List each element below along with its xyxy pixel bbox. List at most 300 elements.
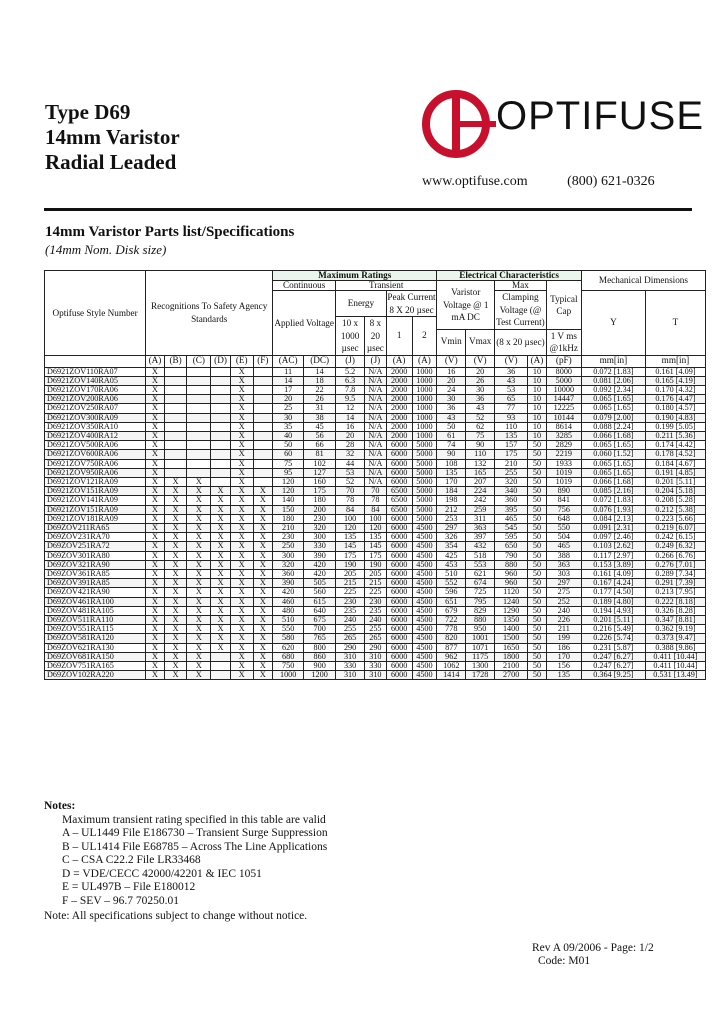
subgroup-transient: Transient — [336, 281, 437, 291]
table-cell: X — [146, 542, 165, 551]
table-cell: X — [164, 496, 187, 505]
table-cell: 160 — [304, 477, 336, 486]
col-varistor-voltage: Varistor Voltage @ 1 mA DC — [437, 281, 495, 329]
table-cell: 50 — [528, 625, 547, 634]
table-cell: 0.266 [6.76] — [645, 551, 705, 560]
table-cell: 504 — [546, 533, 581, 542]
table-cell: 363 — [546, 560, 581, 569]
table-cell: 0.167 [4.24] — [581, 579, 645, 588]
table-cell: X — [146, 652, 165, 661]
table-cell: X — [164, 634, 187, 643]
table-cell: X — [146, 496, 165, 505]
part-number-cell: D6921ZOV600RA06 — [45, 450, 146, 459]
part-number-cell: D69ZOV621RA130 — [45, 643, 146, 652]
table-cell: 0.249 [6.32] — [645, 542, 705, 551]
table-cell: 32 — [336, 450, 365, 459]
table-cell: 756 — [546, 505, 581, 514]
table-cell: 175 — [495, 450, 528, 459]
table-cell: X — [253, 505, 273, 514]
table-cell: 175 — [336, 551, 365, 560]
unit-cell: (V) — [437, 355, 466, 367]
table-cell: 36 — [495, 367, 528, 376]
table-cell: X — [253, 569, 273, 578]
table-cell: X — [164, 542, 187, 551]
part-number-cell: D69ZOV421RA90 — [45, 588, 146, 597]
website-link[interactable]: www.optifuse.com — [422, 174, 528, 189]
table-cell: 1120 — [495, 588, 528, 597]
table-cell: X — [146, 671, 165, 680]
table-cell: X — [230, 597, 253, 606]
table-cell: 1000 — [412, 376, 437, 385]
table-cell: 50 — [528, 634, 547, 643]
document-title — [45, 100, 180, 175]
table-cell: 50 — [528, 487, 547, 496]
table-cell: 265 — [365, 634, 387, 643]
part-number-cell: D69ZOV511RA110 — [45, 616, 146, 625]
table-cell — [187, 450, 211, 459]
table-cell — [211, 431, 231, 440]
table-cell: 45 — [304, 422, 336, 431]
part-number-cell: D69ZOV321RA90 — [45, 560, 146, 569]
table-cell: 820 — [437, 634, 466, 643]
table-cell: 60 — [273, 450, 304, 459]
table-cell: 0.211 [5.36] — [645, 431, 705, 440]
table-cell: X — [230, 505, 253, 514]
part-number-cell: D6921ZOV950RA06 — [45, 468, 146, 477]
table-cell: N/A — [365, 376, 387, 385]
table-cell: 1300 — [466, 662, 495, 671]
table-cell: 354 — [437, 542, 466, 551]
table-cell — [187, 441, 211, 450]
table-cell: 795 — [466, 597, 495, 606]
table-cell: X — [230, 643, 253, 652]
table-cell: 90 — [466, 441, 495, 450]
unit-cell: (V) — [466, 355, 495, 367]
table-cell: 0.212 [5.38] — [645, 505, 705, 514]
table-cell: X — [230, 487, 253, 496]
table-cell: 0.161 [4.09] — [645, 367, 705, 376]
table-cell: 950 — [466, 625, 495, 634]
table-cell: 6000 — [386, 652, 412, 661]
col-peak-1: 1 — [386, 317, 412, 355]
table-cell: 877 — [437, 643, 466, 652]
table-cell: 4500 — [412, 643, 437, 652]
table-cell: 2000 — [386, 385, 412, 394]
table-cell: 0.085 [2.16] — [581, 487, 645, 496]
table-cell: 0.076 [1.93] — [581, 505, 645, 514]
table-cell — [164, 422, 187, 431]
table-cell: 425 — [437, 551, 466, 560]
units-row — [45, 355, 706, 367]
table-cell: 50 — [528, 533, 547, 542]
table-cell: X — [187, 616, 211, 625]
table-cell: X — [187, 569, 211, 578]
col-energy: Energy — [336, 291, 387, 317]
table-cell: 0.065 [1.65] — [581, 404, 645, 413]
col-typical-cap: Typical Cap — [546, 281, 581, 329]
table-cell — [253, 422, 273, 431]
table-cell: N/A — [365, 477, 387, 486]
table-cell: 12 — [336, 404, 365, 413]
table-cell: 4500 — [412, 560, 437, 569]
table-cell — [187, 376, 211, 385]
table-cell — [253, 459, 273, 468]
table-cell: 0.289 [7.34] — [645, 569, 705, 578]
table-cell: X — [146, 431, 165, 440]
table-cell: 2100 — [495, 662, 528, 671]
table-cell: N/A — [365, 395, 387, 404]
part-number-cell: D69ZOV581RA120 — [45, 634, 146, 643]
table-cell: 2000 — [386, 376, 412, 385]
part-number-cell: D69ZOV301RA80 — [45, 551, 146, 560]
unit-cell: (F) — [253, 355, 273, 367]
table-cell — [211, 662, 231, 671]
table-cell: 1500 — [495, 634, 528, 643]
table-cell: 50 — [528, 616, 547, 625]
table-cell: 420 — [304, 569, 336, 578]
table-cell: 135 — [437, 468, 466, 477]
revision-line: Rev A 09/2006 - Page: 1/2 — [532, 942, 654, 954]
table-cell: 0.242 [6.15] — [645, 533, 705, 542]
table-cell: 620 — [273, 643, 304, 652]
table-cell: 1000 — [412, 431, 437, 440]
table-cell: 50 — [528, 652, 547, 661]
table-cell: 465 — [495, 514, 528, 523]
table-cell: 52 — [466, 413, 495, 422]
part-number-cell: D69ZOV231RA70 — [45, 533, 146, 542]
table-cell: 50 — [528, 441, 547, 450]
table-cell: 596 — [437, 588, 466, 597]
table-cell: 595 — [495, 533, 528, 542]
table-cell: 205 — [336, 569, 365, 578]
table-cell: 180 — [304, 496, 336, 505]
table-cell: 395 — [495, 505, 528, 514]
note-line: B – UL1414 File E68785 – Across The Line Applications — [62, 840, 328, 853]
table-cell: 100 — [336, 514, 365, 523]
table-cell — [164, 385, 187, 394]
table-cell: 0.174 [4.42] — [645, 441, 705, 450]
part-number-cell: D69ZOV102RA220 — [45, 671, 146, 680]
table-cell: 265 — [336, 634, 365, 643]
table-cell: 6500 — [386, 505, 412, 514]
table-cell: 77 — [495, 404, 528, 413]
table-cell: X — [230, 523, 253, 532]
table-cell — [253, 431, 273, 440]
table-row — [45, 431, 706, 440]
part-number-cell: D6921ZOV151RA09 — [45, 487, 146, 496]
table-cell: X — [230, 616, 253, 625]
table-cell: 363 — [466, 523, 495, 532]
table-cell: 4500 — [412, 652, 437, 661]
part-number-cell: D69ZOV481RA105 — [45, 606, 146, 615]
table-cell: 74 — [437, 441, 466, 450]
table-cell: 43 — [466, 404, 495, 413]
table-cell: 505 — [304, 579, 336, 588]
part-number-cell: D6921ZOV250RA07 — [45, 404, 146, 413]
table-cell: 700 — [304, 625, 336, 634]
table-cell: 10 — [528, 376, 547, 385]
table-cell: N/A — [365, 441, 387, 450]
table-cell: 0.222 [8.18] — [645, 597, 705, 606]
table-row — [45, 477, 706, 486]
table-cell: 675 — [304, 616, 336, 625]
table-cell — [211, 468, 231, 477]
part-number-cell: D6921ZOV500RA06 — [45, 441, 146, 450]
table-cell: 14 — [273, 376, 304, 385]
table-cell: X — [230, 496, 253, 505]
table-cell: 420 — [273, 588, 304, 597]
col-applied-voltage: Applied Voltage — [273, 291, 336, 355]
table-row — [45, 560, 706, 569]
group-mechanical: Mechanical Dimensions — [581, 271, 705, 291]
unit-cell: (A) — [528, 355, 547, 367]
table-cell — [211, 376, 231, 385]
section-subtitle: (14mm Nom. Disk size) — [45, 242, 167, 257]
table-cell: 75 — [273, 459, 304, 468]
table-cell: 56 — [304, 431, 336, 440]
table-row — [45, 597, 706, 606]
table-cell: 211 — [546, 625, 581, 634]
table-cell: 4500 — [412, 533, 437, 542]
table-cell: 0.165 [4.19] — [645, 376, 705, 385]
table-cell: 5000 — [412, 450, 437, 459]
table-cell — [211, 395, 231, 404]
table-cell: 6000 — [386, 523, 412, 532]
table-cell: X — [211, 560, 231, 569]
table-cell: 14447 — [546, 395, 581, 404]
table-cell: X — [164, 588, 187, 597]
table-cell: 8614 — [546, 422, 581, 431]
table-cell: 680 — [273, 652, 304, 661]
table-cell: X — [187, 662, 211, 671]
table-cell: 31 — [304, 404, 336, 413]
table-cell: 6000 — [386, 560, 412, 569]
table-cell: N/A — [365, 413, 387, 422]
table-cell: 50 — [528, 560, 547, 569]
table-cell: 132 — [466, 459, 495, 468]
table-cell: 240 — [546, 606, 581, 615]
part-number-cell: D6921ZOV400RA12 — [45, 431, 146, 440]
table-cell: X — [253, 542, 273, 551]
table-cell: 0.190 [4.83] — [645, 413, 705, 422]
table-cell: 553 — [466, 560, 495, 569]
group-electrical: Electrical Characteristics — [437, 271, 582, 281]
subgroup-max: Max — [495, 281, 547, 291]
table-cell: 186 — [546, 643, 581, 652]
fuse-symbol-icon — [420, 88, 496, 164]
spec-table — [44, 270, 706, 680]
note-line: C – CSA C22.2 File LR33468 — [62, 854, 201, 866]
table-cell: X — [187, 606, 211, 615]
table-cell: 1650 — [495, 643, 528, 652]
table-cell: 50 — [528, 551, 547, 560]
table-cell: X — [187, 643, 211, 652]
table-cell: 2000 — [386, 422, 412, 431]
table-cell: X — [146, 533, 165, 542]
table-cell: 84 — [365, 505, 387, 514]
table-cell: 778 — [437, 625, 466, 634]
table-cell: X — [253, 487, 273, 496]
table-cell: X — [253, 625, 273, 634]
table-cell: X — [146, 450, 165, 459]
table-cell: 674 — [466, 579, 495, 588]
table-cell: 800 — [304, 643, 336, 652]
table-cell — [164, 376, 187, 385]
table-cell: 17 — [273, 385, 304, 394]
table-cell: 190 — [336, 560, 365, 569]
col-recognitions: Recognitions To Safety Agency Standards — [146, 271, 273, 356]
table-cell: 140 — [273, 496, 304, 505]
table-cell: X — [146, 588, 165, 597]
table-cell: X — [253, 652, 273, 661]
table-cell: 4500 — [412, 597, 437, 606]
table-cell: X — [211, 625, 231, 634]
table-cell: X — [211, 542, 231, 551]
table-cell: 50 — [437, 422, 466, 431]
table-cell: 90 — [437, 450, 466, 459]
table-cell: 550 — [546, 523, 581, 532]
table-cell: X — [253, 560, 273, 569]
table-cell: N/A — [365, 450, 387, 459]
table-cell: 36 — [437, 404, 466, 413]
table-cell: 255 — [365, 625, 387, 634]
table-cell: 460 — [273, 597, 304, 606]
table-cell: 240 — [365, 616, 387, 625]
table-cell — [187, 395, 211, 404]
table-cell: 390 — [273, 579, 304, 588]
part-number-cell: D6921ZOV151RA09 — [45, 505, 146, 514]
table-cell: 50 — [528, 496, 547, 505]
table-cell: 829 — [466, 606, 495, 615]
table-cell: 1019 — [546, 477, 581, 486]
table-cell: 6000 — [386, 459, 412, 468]
unit-cell: (DC) — [304, 355, 336, 367]
table-cell: 135 — [495, 431, 528, 440]
table-cell: X — [187, 652, 211, 661]
table-cell: 6000 — [386, 533, 412, 542]
table-cell: 0.411 [10.44] — [645, 652, 705, 661]
table-cell: 6000 — [386, 625, 412, 634]
table-cell: X — [164, 652, 187, 661]
table-cell: X — [230, 450, 253, 459]
table-row — [45, 551, 706, 560]
table-cell: X — [230, 662, 253, 671]
table-cell: 465 — [546, 542, 581, 551]
table-cell: X — [230, 441, 253, 450]
table-cell — [211, 367, 231, 376]
table-cell: N/A — [365, 459, 387, 468]
table-cell: 330 — [365, 662, 387, 671]
table-cell: X — [211, 588, 231, 597]
table-cell: 50 — [528, 671, 547, 680]
table-cell: 0.199 [5.05] — [645, 422, 705, 431]
table-cell: 1000 — [273, 671, 304, 680]
table-cell: X — [253, 551, 273, 560]
table-cell: 50 — [528, 662, 547, 671]
table-cell: 841 — [546, 496, 581, 505]
table-cell: X — [164, 523, 187, 532]
table-cell: 326 — [437, 533, 466, 542]
unit-cell: (A) — [386, 355, 412, 367]
table-cell: X — [164, 505, 187, 514]
table-cell: 1800 — [495, 652, 528, 661]
table-cell: 1000 — [412, 413, 437, 422]
table-cell: 224 — [466, 487, 495, 496]
table-cell: 150 — [273, 505, 304, 514]
table-cell: 75 — [466, 431, 495, 440]
unit-cell: (E) — [230, 355, 253, 367]
table-cell: X — [230, 376, 253, 385]
table-cell: 0.194 [4.93] — [581, 606, 645, 615]
table-cell: 8000 — [546, 367, 581, 376]
table-cell: X — [164, 551, 187, 560]
table-cell: 0.189 [4.80] — [581, 597, 645, 606]
table-cell: 7.8 — [336, 385, 365, 394]
title-line-lead: Radial Leaded — [45, 150, 177, 174]
table-cell: X — [146, 422, 165, 431]
table-cell: 250 — [273, 542, 304, 551]
table-cell: 50 — [528, 606, 547, 615]
table-cell — [253, 477, 273, 486]
table-cell: X — [230, 542, 253, 551]
table-cell: 550 — [273, 625, 304, 634]
table-cell: 297 — [437, 523, 466, 532]
table-cell: X — [253, 671, 273, 680]
section-title: 14mm Varistor Parts list/Specifications — [45, 224, 295, 240]
table-cell: 6000 — [386, 468, 412, 477]
table-cell: 5000 — [412, 468, 437, 477]
table-cell — [211, 477, 231, 486]
table-cell: 135 — [365, 533, 387, 542]
table-row — [45, 385, 706, 394]
part-number-cell: D69ZOV251RA72 — [45, 542, 146, 551]
table-cell: 26 — [466, 376, 495, 385]
table-cell: 560 — [304, 588, 336, 597]
table-cell: X — [146, 560, 165, 569]
table-row — [45, 542, 706, 551]
table-cell: 2000 — [386, 367, 412, 376]
table-cell: 190 — [365, 560, 387, 569]
part-number-cell: D69ZOV751RA165 — [45, 662, 146, 671]
table-cell: 30 — [466, 385, 495, 394]
unit-cell: mm[in] — [645, 355, 705, 367]
table-cell: X — [164, 533, 187, 542]
table-cell: X — [211, 579, 231, 588]
table-cell: X — [146, 597, 165, 606]
table-cell: N/A — [365, 422, 387, 431]
table-row — [45, 395, 706, 404]
table-cell — [164, 413, 187, 422]
table-row — [45, 662, 706, 671]
table-cell: 2829 — [546, 441, 581, 450]
table-cell: 0.291 [7.39] — [645, 579, 705, 588]
table-cell: X — [146, 441, 165, 450]
table-cell: 960 — [495, 569, 528, 578]
table-cell — [253, 404, 273, 413]
table-cell: 50 — [528, 505, 547, 514]
table-cell: 1728 — [466, 671, 495, 680]
table-cell: 12225 — [546, 404, 581, 413]
note-line: Maximum transient rating specified in this table are valid — [62, 813, 326, 826]
part-number-cell: D6921ZOV300RA09 — [45, 413, 146, 422]
table-cell: X — [164, 643, 187, 652]
table-cell: 226 — [546, 616, 581, 625]
table-cell: 199 — [546, 634, 581, 643]
table-cell: 10 — [528, 367, 547, 376]
table-cell: X — [187, 634, 211, 643]
table-cell: X — [146, 606, 165, 615]
table-cell: 6.3 — [336, 376, 365, 385]
